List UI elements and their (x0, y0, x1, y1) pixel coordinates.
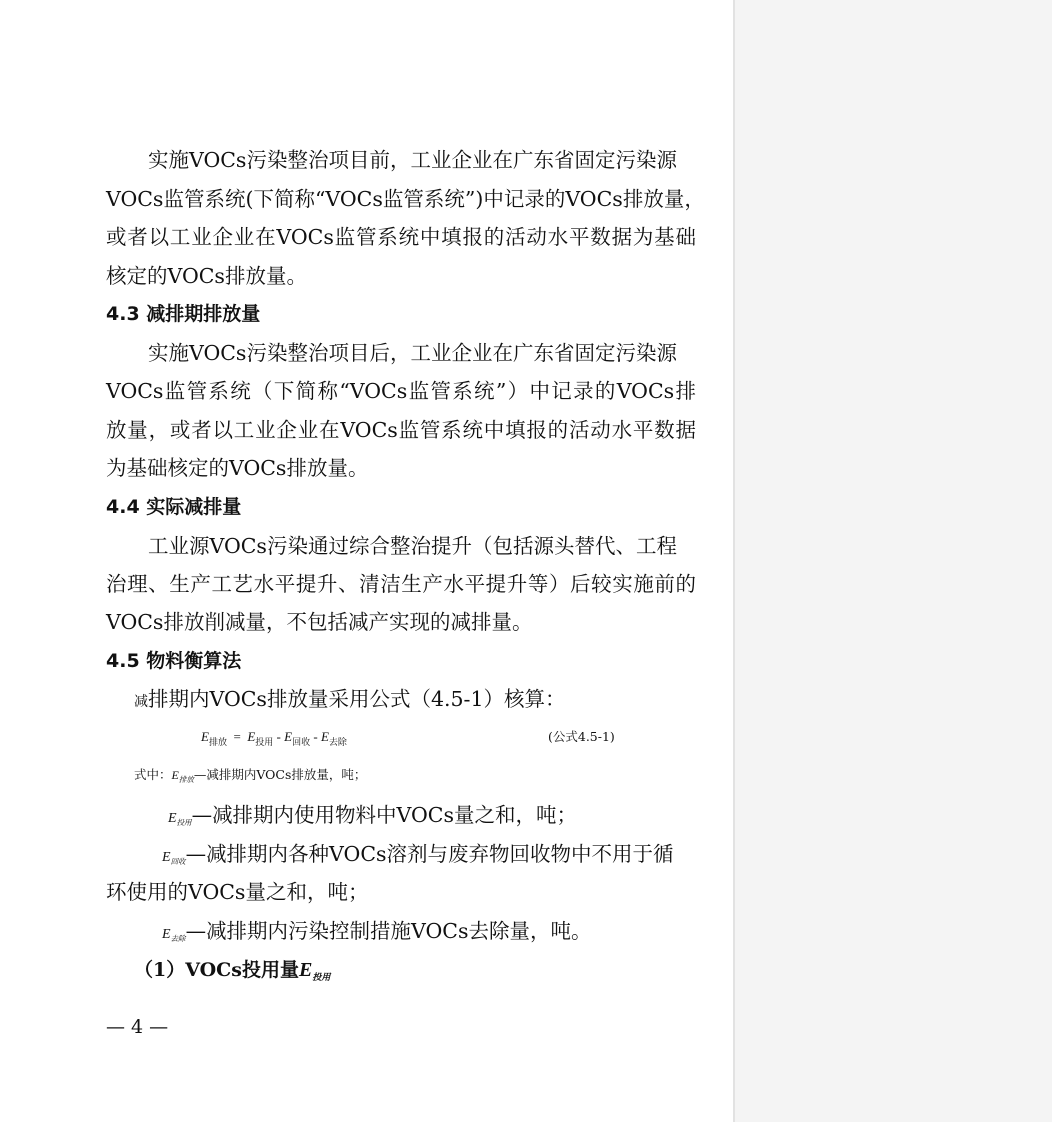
formula-4-5-1 (201, 727, 347, 752)
formula-subscript: 投用 (312, 973, 331, 983)
formula-subscript: 排放 (178, 775, 194, 784)
formula-operator: = (233, 729, 241, 744)
formula-subscript: 回收 (170, 857, 186, 866)
where-text: —减排期内VOCs排放量，吨； (193, 767, 367, 782)
paragraph-line: 放量，或者以工业企业在VOCs监管系统中填报的活动水平数据 (106, 418, 696, 442)
intro-prefix: 减 (134, 694, 148, 710)
paragraph-line: 治理、生产工艺水平提升、清洁生产水平提升等）后较实施前的 (106, 572, 696, 596)
paragraph-line: VOCs监管系统（下简称“VOCs监管系统”）中记录的VOCs排 (106, 379, 696, 403)
paragraph-line: 为基础核定的VOCs排放量。 (106, 456, 369, 480)
section-heading-4-3: 4.3 减排期排放量 (106, 303, 261, 325)
paragraph-line: 实施VOCs污染整治项目后，工业企业在广东省固定污染源 (148, 341, 677, 365)
definition-text: —减排期内污染控制措施VOCs去除量，吨。 (185, 919, 592, 943)
formula-subscript: 投用 (255, 737, 274, 747)
paragraph-line: 或者以工业企业在VOCs监管系统中填报的活动水平数据为基础 (106, 225, 696, 249)
paragraph-line: 工业源VOCs污染通过综合整治提升（包括源头替代、工程 (148, 534, 677, 558)
paragraph-line: 核定的VOCs排放量。 (106, 264, 307, 288)
formula-symbol: E (320, 729, 329, 744)
formula-symbol: E (299, 959, 313, 981)
definition-line: 环使用的VOCs量之和，吨； (106, 880, 369, 904)
formula-symbol: E (247, 729, 256, 744)
definition-line (168, 802, 577, 836)
section-heading-4-4: 4.4 实际减排量 (106, 496, 242, 518)
where-prefix: 式中： (134, 767, 172, 782)
formula-subscript: 排放 (208, 737, 227, 747)
formula-symbol: E (284, 729, 293, 744)
side-pane (735, 0, 1052, 1122)
intro-text: 排期内VOCs排放量采用公式（4.5-1）核算： (148, 687, 566, 711)
formula-operator: - (313, 729, 318, 744)
definition-line (162, 918, 592, 952)
formula-subscript: 去除 (170, 934, 186, 943)
paragraph-line: 实施VOCs污染整治项目前，工业企业在广东省固定污染源 (148, 148, 677, 172)
formula-symbol: E (162, 927, 171, 942)
item-label: （1）VOCs投用量 (134, 959, 299, 981)
formula-operator: - (276, 729, 281, 744)
formula-subscript: 去除 (328, 737, 347, 747)
formula-where (134, 766, 366, 789)
formula-symbol: E (168, 811, 177, 826)
formula-symbol: E (171, 768, 179, 782)
formula-label: (公式4.5-1) (548, 729, 615, 744)
formula-subscript: 回收 (292, 737, 311, 747)
paragraph-line: VOCs排放削减量，不包括减产实现的减排量。 (106, 610, 533, 634)
section-heading-4-5: 4.5 物料衡算法 (106, 650, 242, 672)
definition-line (162, 841, 674, 875)
paragraph-line: VOCs监管系统(下简称“VOCs监管系统”)中记录的VOCs排放量， (106, 187, 705, 211)
definition-text: —减排期内使用物料中VOCs量之和，吨； (191, 803, 578, 827)
page-number: — 4 — (106, 1016, 169, 1038)
formula-intro (134, 686, 566, 715)
formula-subscript: 投用 (176, 818, 192, 827)
formula-symbol: E (162, 850, 171, 865)
formula-symbol: E (201, 729, 209, 744)
definition-text: —减排期内各种VOCs溶剂与废弃物回收物中不用于循 (185, 842, 674, 866)
item-heading (134, 957, 330, 991)
